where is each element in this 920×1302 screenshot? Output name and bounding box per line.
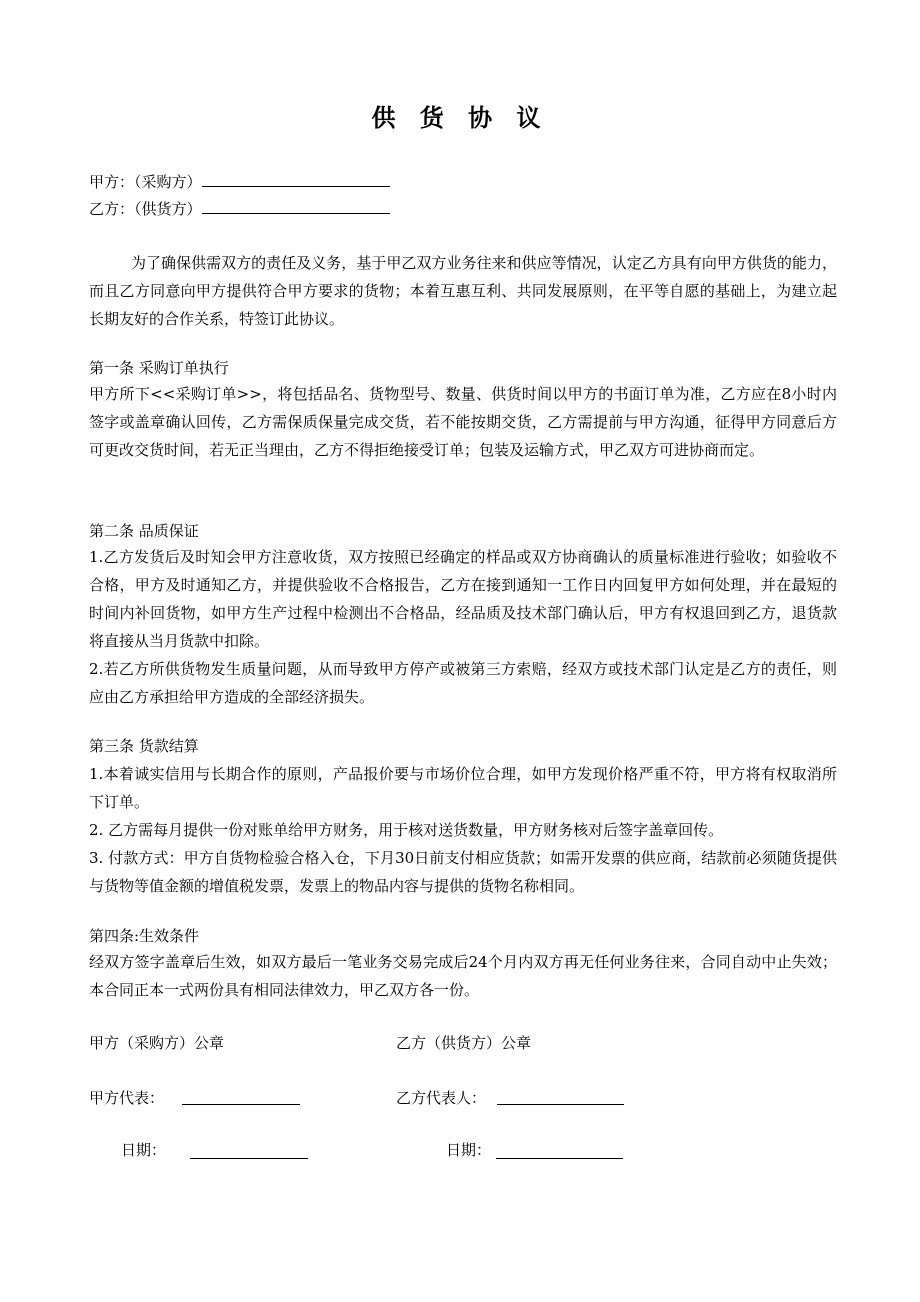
article2-heading: 第二条 品质保证 <box>89 522 199 540</box>
party-b-seal: 乙方（供货方）公章 <box>396 1034 532 1052</box>
party-a-rep-line <box>182 1104 300 1105</box>
article3-item3: 3. 付款方式：甲方自货物检验合格入仓，下月30日前支付相应货款；如需开发票的供应商，结款前必须随货提供与货物等值金额的增值税发票，发票上的物品内容与提供的货物名称相同。 <box>89 849 837 895</box>
party-a-date-label: 日期： <box>121 1141 167 1159</box>
article3-heading: 第三条 货款结算 <box>89 737 199 755</box>
article3-item2: 2. 乙方需每月提供一份对账单给甲方财务，用于核对送货数量，甲方财务核对后签字盖章回传。 <box>89 821 724 839</box>
party-a-label: 甲方：（采购方） <box>89 173 202 191</box>
article4-heading: 第四条:生效条件 <box>89 927 200 945</box>
article2-item1: 1.乙方发货后及时知会甲方注意收货，双方按照已经确定的样品或双方协商确认的质量标准进行验收；如验收不合格，甲方及时通知乙方，并提供验收不合格报告，乙方在接到通知一工作日内回复甲方如何处理，并在最短的时间内补回货物，如甲方生产过程中检测出不合格品，经品质及技术部门确认后，甲方有权退回到乙方，退货款将直接从当月货款中扣除。 <box>89 548 837 650</box>
article3-item1: 1.本着诚实信用与长期合作的原则，产品报价要与市场价位合理，如甲方发现价格严重不符，甲方将有权取消所下订单。 <box>89 765 837 811</box>
party-b-rep-line <box>497 1104 624 1105</box>
article2-body <box>89 543 837 711</box>
party-a-date-line <box>190 1158 308 1159</box>
article1-body <box>89 380 837 464</box>
party-b-date-line <box>496 1158 623 1159</box>
party-b-blank <box>202 199 390 214</box>
party-b-date-label: 日期： <box>446 1141 492 1159</box>
article1-heading: 第一条 采购订单执行 <box>89 359 229 377</box>
preamble <box>89 249 837 333</box>
article3-body <box>89 760 837 900</box>
party-b-line <box>89 199 390 219</box>
party-a-line <box>89 172 390 192</box>
article4-body <box>89 948 837 1004</box>
article1-text: 甲方所下<<采购订单>>，将包括品名、货物型号、数量、供货时间以甲方的书面订单为准，乙方应在8小时内签字或盖章确认回传，乙方需保质保量完成交货，若不能按期交货，乙方需提前与甲方沟通，征得甲方同意后方可更改交货时间，若无正当理由，乙方不得拒绝接受订单；包装及运输方式，甲乙双方可进协商而定。 <box>89 385 837 459</box>
party-b-rep-label: 乙方代表人： <box>396 1089 487 1107</box>
party-a-blank <box>202 172 390 187</box>
party-a-seal: 甲方（采购方）公章 <box>89 1034 225 1052</box>
party-b-label: 乙方：（供货方） <box>89 200 202 218</box>
article4-text: 经双方签字盖章后生效，如双方最后一笔业务交易完成后24个月内双方再无任何业务往来，合同自动中止失效；本合同正本一式两份具有相同法律效力，甲乙双方各一份。 <box>89 953 837 999</box>
document-title: 供 货 协 议 <box>371 103 549 132</box>
party-a-rep-label: 甲方代表： <box>89 1089 165 1107</box>
article2-item2: 2.若乙方所供货物发生质量问题，从而导致甲方停产或被第三方索赔，经双方或技术部门认定是乙方的责任，则应由乙方承担给甲方造成的全部经济损失。 <box>89 660 837 706</box>
preamble-text: 为了确保供需双方的责任及义务，基于甲乙双方业务往来和供应等情况，认定乙方具有向甲方供货的能力，而且乙方同意向甲方提供符合甲方要求的货物；本着互惠互利、共同发展原则，在平等自愿的基础上，为建立起长期友好的合作关系，特签订此协议。 <box>89 254 837 328</box>
